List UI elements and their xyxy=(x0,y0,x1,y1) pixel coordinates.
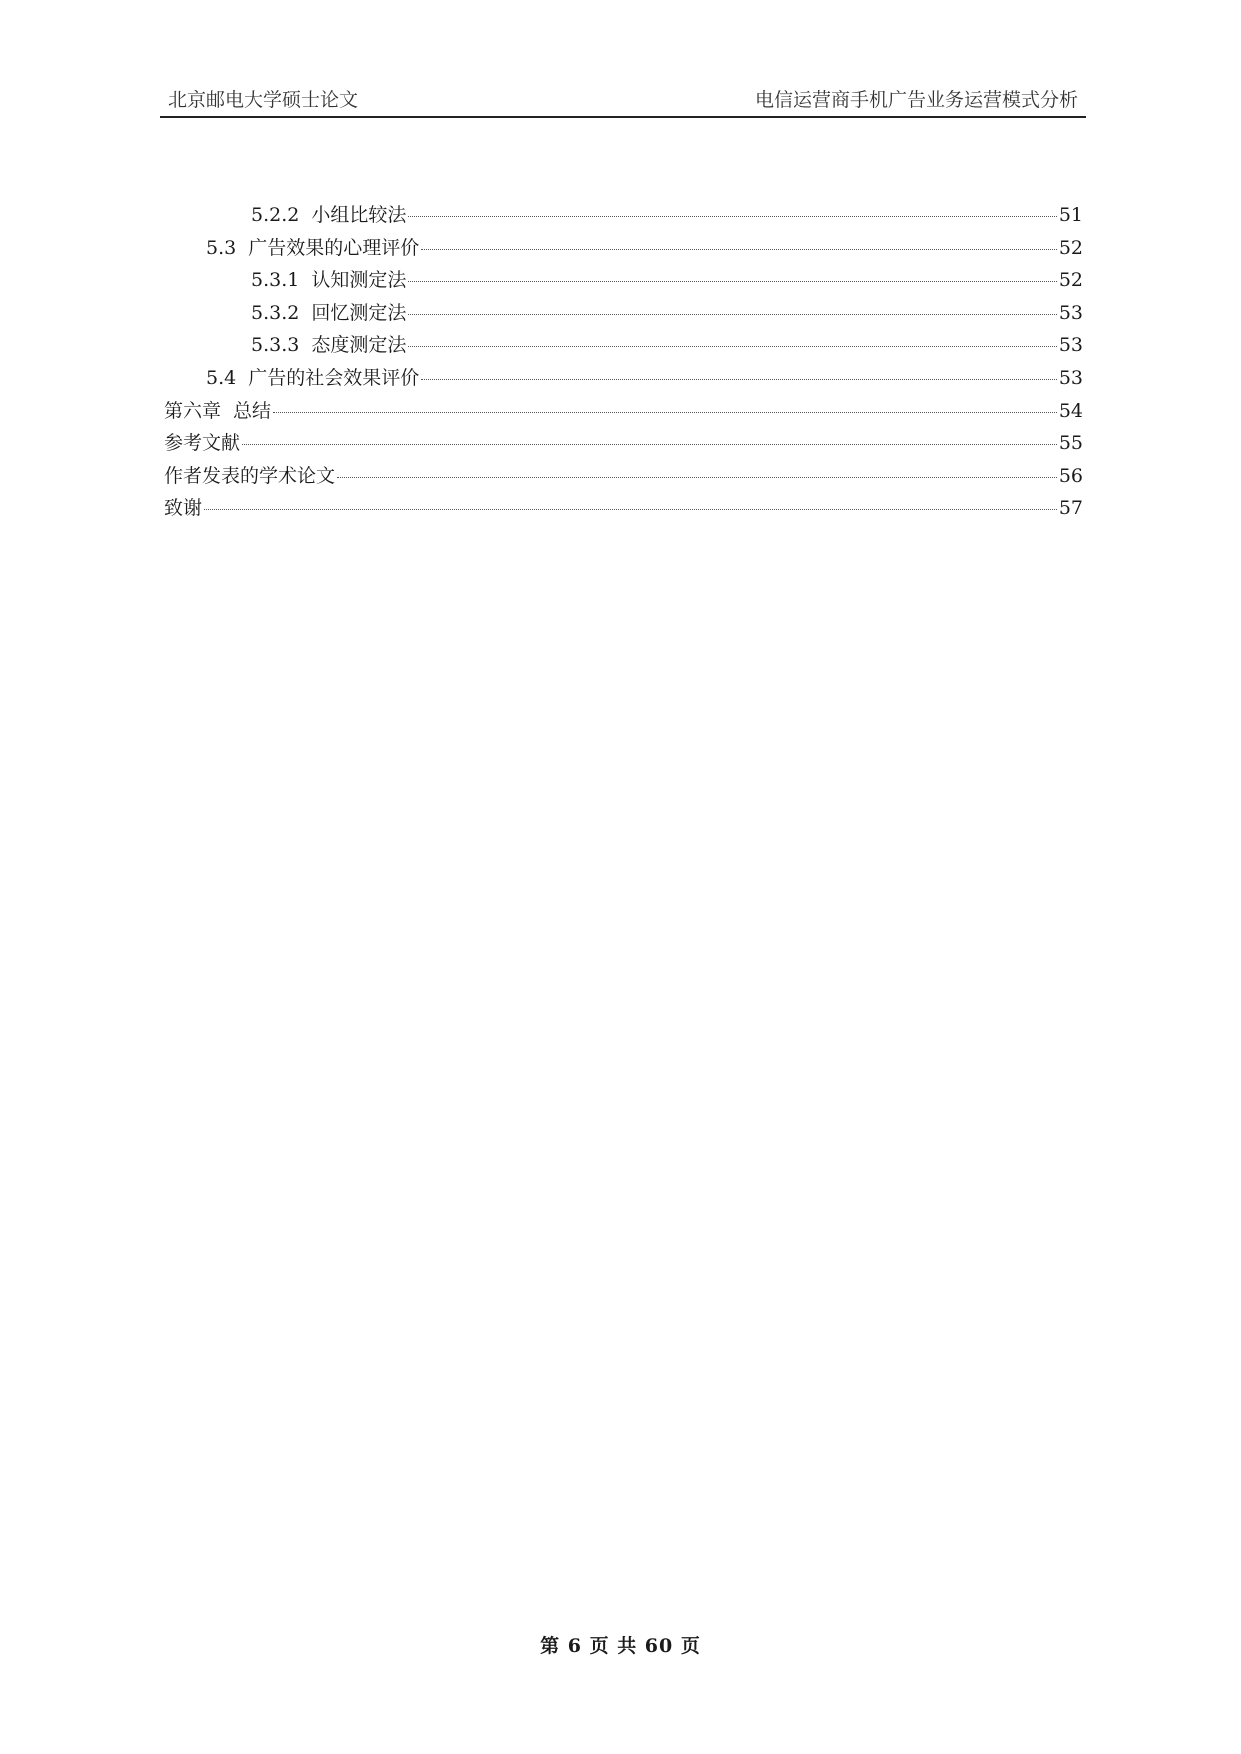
toc-entry-page: 51 xyxy=(1058,204,1083,226)
toc-dot-leader xyxy=(408,346,1056,347)
toc-entry-number: 5.3.1 xyxy=(251,269,300,292)
toc-entry[interactable] xyxy=(164,396,1083,429)
toc-dot-leader xyxy=(408,314,1056,315)
toc-entry-page: 56 xyxy=(1058,464,1083,487)
toc-entry[interactable] xyxy=(164,330,1083,363)
page-footer xyxy=(0,1631,1241,1658)
toc-entry-page: 52 xyxy=(1058,269,1083,292)
toc-entry[interactable] xyxy=(164,363,1083,396)
toc-entry-number: 第六章 xyxy=(164,399,222,422)
toc-dot-leader xyxy=(204,509,1057,510)
toc-entry-title: 作者发表的学术论文 xyxy=(164,464,336,487)
table-of-contents xyxy=(164,200,1083,526)
toc-entry-page: 57 xyxy=(1058,497,1083,520)
toc-entry-title: 小组比较法 xyxy=(311,204,407,226)
toc-dot-leader xyxy=(421,379,1057,380)
toc-entry-title: 致谢 xyxy=(164,497,203,520)
toc-entry-page: 52 xyxy=(1058,236,1083,259)
toc-entry-number: 5.3 xyxy=(206,236,237,259)
toc-dot-leader xyxy=(421,249,1057,250)
page-header xyxy=(160,86,1086,118)
toc-entry-page: 53 xyxy=(1058,334,1083,357)
toc-entry-title: 广告的社会效果评价 xyxy=(248,366,420,389)
header-university-title: 北京邮电大学硕士论文 xyxy=(168,89,359,111)
toc-entry[interactable] xyxy=(164,428,1083,461)
toc-entry[interactable] xyxy=(164,265,1083,298)
toc-entry-title: 认知测定法 xyxy=(311,269,407,292)
toc-entry-number: 5.3.3 xyxy=(251,334,300,357)
toc-entry-page: 55 xyxy=(1058,432,1083,455)
toc-entry-page: 53 xyxy=(1058,301,1083,324)
toc-entry-number: 5.2.2 xyxy=(251,204,300,226)
toc-entry[interactable] xyxy=(164,200,1083,233)
toc-entry[interactable] xyxy=(164,298,1083,331)
toc-entry-number: 5.4 xyxy=(206,366,237,389)
header-thesis-title: 电信运营商手机广告业务运营模式分析 xyxy=(754,89,1078,111)
toc-entry-title: 态度测定法 xyxy=(311,334,407,357)
toc-dot-leader xyxy=(408,216,1056,217)
toc-entry-page: 53 xyxy=(1058,366,1083,389)
toc-entry-page: 54 xyxy=(1058,399,1083,422)
toc-entry-title: 参考文献 xyxy=(164,432,241,455)
toc-entry[interactable] xyxy=(164,493,1083,526)
toc-entry-title: 总结 xyxy=(233,399,272,422)
toc-entry[interactable] xyxy=(164,461,1083,494)
toc-entry[interactable] xyxy=(164,233,1083,266)
toc-dot-leader xyxy=(408,281,1056,282)
toc-entry-title: 回忆测定法 xyxy=(311,301,407,324)
toc-dot-leader xyxy=(273,412,1057,413)
toc-entry-number: 5.3.2 xyxy=(251,301,300,324)
page-number-label: 第 6 页 共 60 页 xyxy=(540,1635,701,1657)
toc-dot-leader xyxy=(242,444,1057,445)
toc-dot-leader xyxy=(337,477,1057,478)
toc-entry-title: 广告效果的心理评价 xyxy=(248,236,420,259)
